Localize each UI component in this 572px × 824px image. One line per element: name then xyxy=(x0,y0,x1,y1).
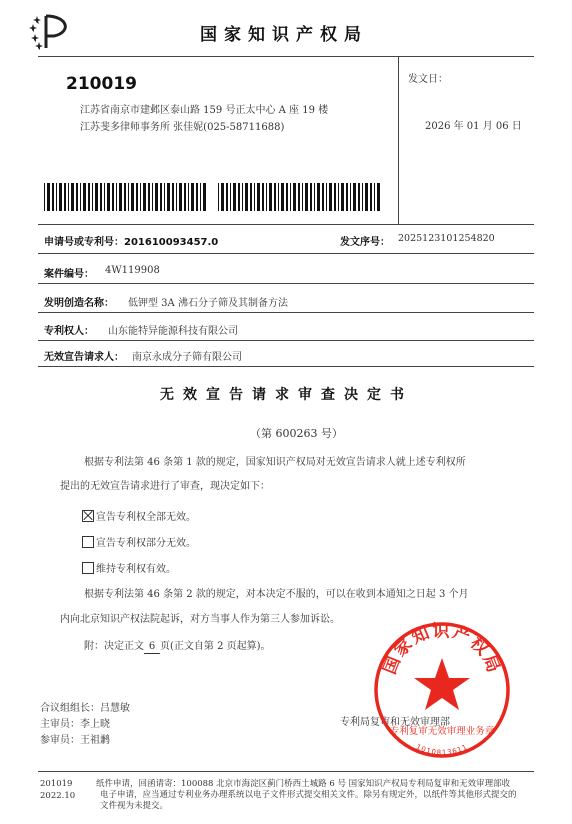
barcode-bar xyxy=(188,183,189,211)
barcode-bar xyxy=(322,183,324,211)
checkbox-checked-icon xyxy=(82,510,94,522)
barcode-bar xyxy=(100,183,102,211)
barcode-bar xyxy=(172,183,174,211)
barcode-bar xyxy=(191,183,194,211)
barcode-bar xyxy=(167,183,170,211)
send-date-label: 发文日： xyxy=(408,74,448,85)
barcode-bar xyxy=(269,183,272,211)
attachment-note xyxy=(84,640,271,654)
barcode-bar xyxy=(203,183,206,211)
barcode-bar xyxy=(44,183,45,211)
footer-notice xyxy=(96,779,536,812)
barcode-bar xyxy=(200,183,201,211)
barcode-bar xyxy=(341,183,344,211)
info-divider-3 xyxy=(38,283,534,284)
option-label: 宣告专利权部分无效。 xyxy=(96,538,196,549)
barcode-bar xyxy=(218,183,219,211)
barcode-bar xyxy=(184,183,186,211)
info-divider-4 xyxy=(38,312,534,313)
footer-divider xyxy=(38,771,534,772)
barcode-bar xyxy=(310,183,312,211)
barcode-bar xyxy=(326,183,327,211)
info-divider-2 xyxy=(38,253,534,254)
option-maintain-valid xyxy=(82,560,176,575)
barcode-bar xyxy=(362,183,363,211)
footer-line-3: 文件视为未提交。 xyxy=(100,801,169,811)
recipient-agency: 江苏斐多律师事务所 张佳妮(025-58711688) xyxy=(80,122,285,133)
checkbox-unchecked-icon xyxy=(82,562,94,574)
barcode-bar xyxy=(76,183,78,211)
decision-paragraph-1-line-2: 提出的无效宣告请求进行了审查，现决定如下： xyxy=(60,481,270,492)
patentee-value: 山东能特异能源科技有限公司 xyxy=(108,326,238,337)
barcode-bar xyxy=(305,183,308,211)
requester-label: 无效宣告请求人： xyxy=(44,352,124,363)
info-divider-1 xyxy=(38,224,534,225)
invention-label: 发明创造名称： xyxy=(44,298,114,309)
barcode-bar xyxy=(95,183,98,211)
official-seal-icon xyxy=(372,620,512,760)
info-divider-6 xyxy=(38,366,534,367)
barcode-bar xyxy=(143,183,146,211)
cnipa-logo-icon xyxy=(28,12,74,52)
header-divider xyxy=(38,56,534,57)
barcode-bar xyxy=(136,183,138,211)
checkbox-unchecked-icon xyxy=(82,536,94,548)
barcode-bar xyxy=(179,183,182,211)
barcode-bar xyxy=(160,183,162,211)
send-date-value: 2026 年 01 月 06 日 xyxy=(425,121,522,132)
barcode-left-icon xyxy=(44,183,208,211)
barcode-bar xyxy=(83,183,86,211)
attachment-suffix: 页(正文自第 2 页起算)。 xyxy=(160,641,271,652)
barcode-bar xyxy=(47,183,50,211)
barcode-bar xyxy=(221,183,224,211)
barcode-bar xyxy=(353,183,356,211)
decision-number: （第 600263 号） xyxy=(250,427,343,440)
barcode-bar xyxy=(112,183,114,211)
option-invalidate-all xyxy=(82,508,196,523)
barcode-bar xyxy=(119,183,122,211)
barcode-bar xyxy=(230,183,231,211)
agency-title: 国家知识产权局 xyxy=(200,25,368,45)
barcode-bar xyxy=(365,183,368,211)
barcode-bar xyxy=(124,183,126,211)
barcode-right-icon xyxy=(218,183,382,211)
footer-line-1: 纸件申请，回函请寄：100088 北京市海淀区蓟门桥西土城路 6 号 国家知识产权局专利局复审和无效审理部收 xyxy=(96,779,511,789)
issuing-office: 专利局复审和无效审理部 xyxy=(340,717,450,728)
patentee-label: 专利权人： xyxy=(44,326,94,337)
attachment-pages: 6 xyxy=(144,640,160,654)
barcode-bar xyxy=(281,183,284,211)
barcode-bar xyxy=(155,183,158,211)
barcode-bar xyxy=(278,183,279,211)
option-invalidate-partial xyxy=(82,534,196,549)
barcode-bar xyxy=(68,183,69,211)
barcode-bar xyxy=(196,183,198,211)
recipient-address: 江苏省南京市建邺区泰山路 159 号正太中心 A 座 19 楼 xyxy=(80,105,329,116)
barcode-bar xyxy=(254,183,255,211)
barcode-bar xyxy=(242,183,243,211)
barcode-bar xyxy=(128,183,129,211)
postcode: 210019 xyxy=(66,74,137,94)
barcode-bar xyxy=(334,183,336,211)
barcode-bar xyxy=(274,183,276,211)
application-number: 申请号或专利号：201610093457.0 xyxy=(44,237,219,248)
barcode-bar xyxy=(317,183,320,211)
barcode-bar xyxy=(148,183,150,211)
barcode-bar xyxy=(164,183,165,211)
barcode-bar xyxy=(152,183,153,211)
barcode-bar xyxy=(64,183,66,211)
attachment-prefix: 附：决定正文 xyxy=(84,641,144,652)
barcode-bar xyxy=(88,183,90,211)
decision-paragraph-2-line-2: 内向北京知识产权法院起诉，对方当事人作为第三人参加诉讼。 xyxy=(60,614,340,625)
barcode-bar xyxy=(59,183,62,211)
barcode-bar xyxy=(257,183,260,211)
barcode-bar xyxy=(250,183,252,211)
requester-value: 南京永成分子筛有限公司 xyxy=(132,352,242,363)
footer-code-1: 201019 xyxy=(40,779,73,789)
main-examiner: 主审员：李上晓 xyxy=(40,719,110,730)
footer-line-2: 电子申请，应当通过专利业务办理系统以电子文件形式提交相关文件。除另有规定外，以纸件等其他形式提交的 xyxy=(100,790,517,800)
case-value: 4W119908 xyxy=(105,265,160,276)
case-label: 案件编号： xyxy=(44,269,94,280)
address-column-divider xyxy=(398,56,399,224)
barcode-bar xyxy=(226,183,228,211)
barcode-bar xyxy=(290,183,291,211)
barcode-bar xyxy=(266,183,267,211)
barcode-bar xyxy=(262,183,264,211)
serial-label: 发文序号： xyxy=(340,237,390,248)
decision-paragraph-1-line-1: 根据专利法第 46 条第 1 款的规定，国家知识产权局对无效宣告请求人就上述专利权所 xyxy=(84,457,466,468)
co-examiner: 参审员：王祖鹣 xyxy=(40,735,110,746)
barcode-bar xyxy=(370,183,372,211)
option-label: 维持专利权有效。 xyxy=(96,564,176,575)
decision-title: 无效宣告请求审查决定书 xyxy=(160,387,413,403)
seal-top-text: 国家知识产权局 xyxy=(379,621,505,678)
seal-number: 1010813611 xyxy=(414,742,470,757)
barcode-bar xyxy=(293,183,296,211)
barcode-bar xyxy=(346,183,348,211)
barcode-bar xyxy=(56,183,57,211)
seal-bottom-text: 专利复审无效审理业务章 xyxy=(389,726,495,737)
barcode-bar xyxy=(131,183,134,211)
barcode-bar xyxy=(140,183,141,211)
info-divider-5 xyxy=(38,340,534,341)
barcode-bar xyxy=(329,183,332,211)
barcode-bar xyxy=(374,183,375,211)
barcode-bar xyxy=(238,183,240,211)
option-label: 宣告专利权全部无效。 xyxy=(96,512,196,523)
footer-code-2: 2022.10 xyxy=(40,791,76,801)
barcode-bar xyxy=(104,183,105,211)
barcode-bar xyxy=(350,183,351,211)
barcode-bar xyxy=(377,183,380,211)
panel-leader: 合议组组长：吕慧敏 xyxy=(40,703,130,714)
barcode-bar xyxy=(92,183,93,211)
barcode-bar xyxy=(107,183,110,211)
barcode-bar xyxy=(176,183,177,211)
barcode-bar xyxy=(358,183,360,211)
barcode-bar xyxy=(233,183,236,211)
barcode-bar xyxy=(286,183,288,211)
barcode-bar xyxy=(298,183,300,211)
barcode-bar xyxy=(245,183,248,211)
serial-value: 2025123101254820 xyxy=(398,233,495,244)
barcode-bar xyxy=(314,183,315,211)
invention-value: 低钾型 3A 沸石分子筛及其制备方法 xyxy=(128,298,288,309)
barcode-bar xyxy=(338,183,339,211)
decision-paragraph-2-line-1: 根据专利法第 46 条第 2 款的规定，对本决定不服的，可以在收到本通知之日起 3 个月 xyxy=(84,589,469,600)
barcode-bar xyxy=(52,183,54,211)
barcode-bar xyxy=(71,183,74,211)
barcode-bar xyxy=(116,183,117,211)
barcode-bar xyxy=(302,183,303,211)
barcode-bar xyxy=(80,183,81,211)
